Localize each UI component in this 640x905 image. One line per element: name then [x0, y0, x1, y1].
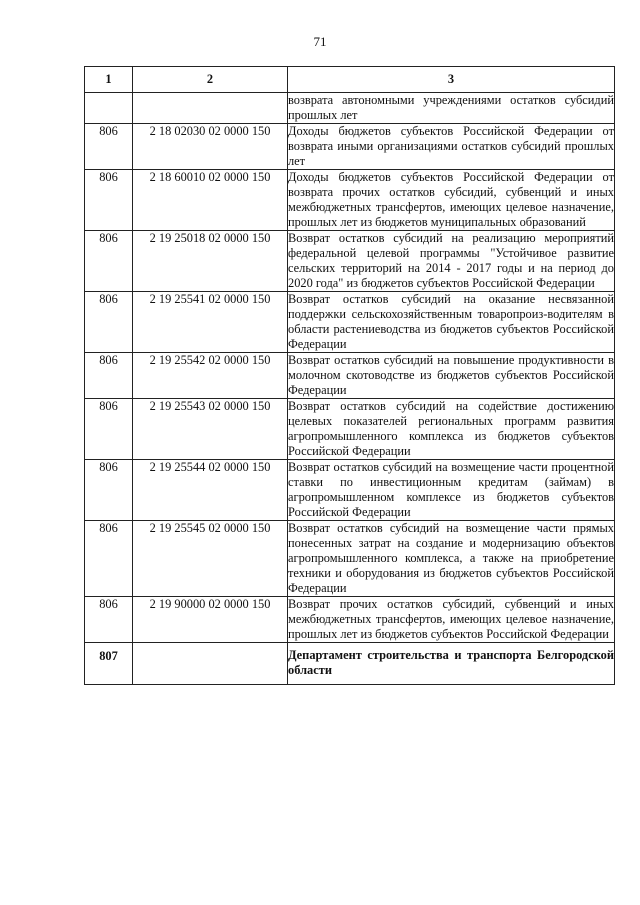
admin-code-cell: 807	[85, 643, 133, 685]
admin-code-cell: 806	[85, 231, 133, 292]
budget-code-cell: 2 19 25018 02 0000 150	[133, 231, 288, 292]
budget-code-cell: 2 18 02030 02 0000 150	[133, 124, 288, 170]
admin-code-cell	[85, 93, 133, 124]
table-row	[85, 597, 615, 643]
budget-code-cell: 2 19 25543 02 0000 150	[133, 399, 288, 460]
header-col-3: 3	[288, 67, 615, 93]
budget-code-cell: 2 19 25545 02 0000 150	[133, 521, 288, 597]
table-row	[85, 231, 615, 292]
budget-code-cell: 2 19 25544 02 0000 150	[133, 460, 288, 521]
table-row	[85, 292, 615, 353]
admin-code-cell: 806	[85, 399, 133, 460]
admin-code-cell: 806	[85, 460, 133, 521]
budget-code-cell: 2 19 25541 02 0000 150	[133, 292, 288, 353]
description-cell: Возврат остатков субсидий на возмещение части процентной ставки по инвестиционным кредитам (займам) в агропромышленном комплексе из бюджетов субъектов Российской Федерации	[288, 460, 614, 519]
budget-revenue-table	[84, 66, 615, 685]
budget-code-cell: 2 19 25542 02 0000 150	[133, 353, 288, 399]
budget-code-cell: 2 19 90000 02 0000 150	[133, 597, 288, 643]
admin-code-cell: 806	[85, 353, 133, 399]
description-cell: возврата автономными учреждениями остатков субсидий прошлых лет	[288, 93, 614, 122]
description-cell: Доходы бюджетов субъектов Российской Федерации от возврата прочих остатков субсидий, субвенций и иных межбюджетных трансфертов, имеющих целевое назначение, прошлых лет из бюджетов муниципальных образований	[288, 170, 614, 229]
page-number: 71	[313, 34, 327, 49]
description-cell: Возврат остатков субсидий на реализацию мероприятий федеральной целевой программы "Устойчивое развитие сельских территорий на 2014 - 2017 годы и на период до 2020 года" из бюджетов субъектов Российской Федерации	[288, 231, 614, 290]
department-name-cell: Департамент строительства и транспорта Белгородской области	[288, 643, 615, 685]
table-row	[85, 93, 615, 124]
table-row	[85, 353, 615, 399]
description-cell: Возврат остатков субсидий на возмещение части прямых понесенных затрат на создание и модернизацию объектов агропромышленного комплекса, а также на приобретение техники и оборудования из бюджетов субъектов Российской Федерации	[288, 521, 614, 595]
description-cell: Возврат остатков субсидий на повышение продуктивности в молочном скотоводстве из бюджетов субъектов Российской Федерации	[288, 353, 614, 397]
table-row	[85, 460, 615, 521]
description-cell: Возврат остатков субсидий на содействие достижению целевых показателей региональных программ развития агропромышленного комплекса из бюджетов субъектов Российской Федерации	[288, 399, 614, 458]
table-row	[85, 170, 615, 231]
table-row	[85, 399, 615, 460]
description-cell: Возврат остатков субсидий на оказание несвязанной поддержки сельскохозяйственным товаропроиз-водителям в области растениеводства из бюджетов субъектов Российской Федерации	[288, 292, 614, 351]
admin-code-cell: 806	[85, 521, 133, 597]
admin-code-cell: 806	[85, 170, 133, 231]
table-row-department	[85, 643, 615, 685]
header-col-2: 2	[133, 67, 288, 93]
budget-code-cell	[133, 93, 288, 124]
table-row	[85, 521, 615, 597]
admin-code-cell: 806	[85, 292, 133, 353]
admin-code-cell: 806	[85, 597, 133, 643]
table-header-row	[85, 67, 615, 93]
description-cell: Доходы бюджетов субъектов Российской Федерации от возврата иными организациями остатков субсидий прошлых лет	[288, 124, 614, 168]
budget-code-cell	[133, 643, 288, 685]
admin-code-cell: 806	[85, 124, 133, 170]
budget-code-cell: 2 18 60010 02 0000 150	[133, 170, 288, 231]
description-cell: Возврат прочих остатков субсидий, субвенций и иных межбюджетных трансфертов, имеющих целевое назначение, прошлых лет из бюджетов субъектов Российской Федерации	[288, 597, 614, 641]
header-col-1: 1	[85, 67, 133, 93]
table-row	[85, 124, 615, 170]
